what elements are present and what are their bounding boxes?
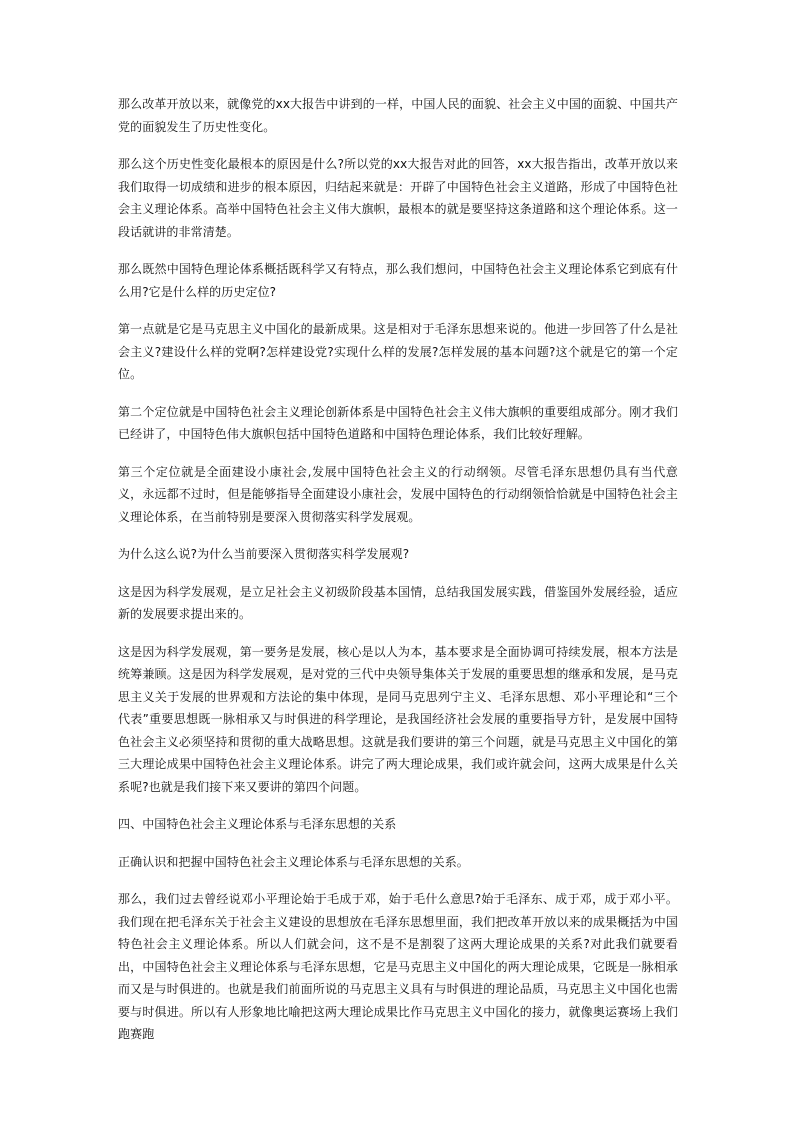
- paragraph-relationship-explanation: 那么，我们过去曾经说邓小平理论始于毛成于邓，始于毛什么意思?始于毛泽东、成于邓，成于邓小平。我们现在把毛泽东关于社会主义建设的思想放在毛泽东思想里面，我们把改革开放以来的成果概括为中国特色社会主义理论体系。所以人们就会问，这不是不是割裂了这两大理论成果的关系?对此我们就要看出，中国特色社会主义理论体系与毛泽东思想，它是马克思主义中国化的两大理论成果，它既是一脉相承而又是与时俱进的。也就是我们前面所说的马克思主义具有与时俱进的理论品质，马克思主义中国化也需要与时俱进。所以有人形象地比喻把这两大理论成果比作马克思主义中国化的接力，就像奥运赛场上我们跑赛跑: [118, 892, 678, 1041]
- paragraph-scientific-outlook-basis: 这是因为科学发展观，是立足社会主义初级阶段基本国情，总结我国发展实践，借鉴国外发展经验，适应新的发展要求提出来的。: [118, 584, 678, 621]
- section-heading-four: 四、中国特色社会主义理论体系与毛泽东思想的关系: [118, 817, 397, 831]
- paragraph-fundamental-reason: 那么这个历史性变化最根本的原因是什么?所以党的xx大报告对此的回答，xx大报告指出，改革开放以来我们取得一切成绩和进步的根本原因，归结起来就是：开辟了中国特色社会主义道路，形成了中国特色社会主义理论体系。高举中国特色社会主义伟大旗帜，最根本的就是要坚持这条道路和这个理论体系。这一段话就讲的非常清楚。: [118, 157, 678, 239]
- paragraph-second-positioning: 第二个定位就是中国特色社会主义理论创新体系是中国特色社会主义伟大旗帜的重要组成部分。刚才我们已经讲了，中国特色伟大旗帜包括中国特色道路和中国特色理论体系，我们比较好理解。: [118, 404, 678, 441]
- paragraph-third-positioning: 第三个定位就是全面建设小康社会,发展中国特色社会主义的行动纲领。尽管毛泽东思想仍具有当代意义，永远都不过时，但是能够指导全面建设小康社会，发展中国特色的行动纲领恰恰就是中国特色社会主义理论体系，在当前特别是要深入贯彻落实科学发展观。: [118, 464, 678, 524]
- paragraph-first-positioning: 第一点就是它是马克思主义中国化的最新成果。这是相对于毛泽东思想来说的。他进一步回答了什么是社会主义?建设什么样的党啊?怎样建设党?实现什么样的发展?怎样发展的基本问题?这个就是它的第一个定位。: [118, 322, 678, 381]
- paragraph-scientific-outlook-detail: 这是因为科学发展观，第一要务是发展，核心是以人为本，基本要求是全面协调可持续发展，根本方法是统筹兼顾。这是因为科学发展观，是对党的三代中央领导集体关于发展的重要思想的继承和发展，是马克思主义关于发展的世界观和方法论的集中体现，是同马克思列宁主义、毛泽东思想、邓小平理论和“三个代表”重要思想既一脉相承又与时俱进的科学理论，是我国经济社会发展的重要指导方针，是发展中国特色社会主义必须坚持和贯彻的重大战略思想。这就是我们要讲的第三个问题，就是马克思主义中国化的第三大理论成果中国特色社会主义理论体系。讲完了两大理论成果，我们或许就会问，这两大成果是什么关系呢?也就是我们接下来又要讲的第四个问题。: [118, 644, 678, 794]
- paragraph-why-question: 为什么这么说?为什么当前要深入贯彻落实科学发展观?: [118, 547, 410, 561]
- paragraph-correct-understanding: 正确认识和把握中国特色社会主义理论体系与毛泽东思想的关系。: [118, 854, 469, 869]
- document-body: [118, 93, 678, 1061]
- paragraph-question-positioning: 那么既然中国特色理论体系概括既科学又有特点，那么我们想问，中国特色社会主义理论体系它到底有什么用?它是什么样的历史定位?: [118, 262, 678, 299]
- paragraph-reform-achievements: 那么改革开放以来，就像党的xx大报告中讲到的一样，中国人民的面貌、社会主义中国的面貌、中国共产党的面貌发生了历史性变化。: [118, 97, 678, 134]
